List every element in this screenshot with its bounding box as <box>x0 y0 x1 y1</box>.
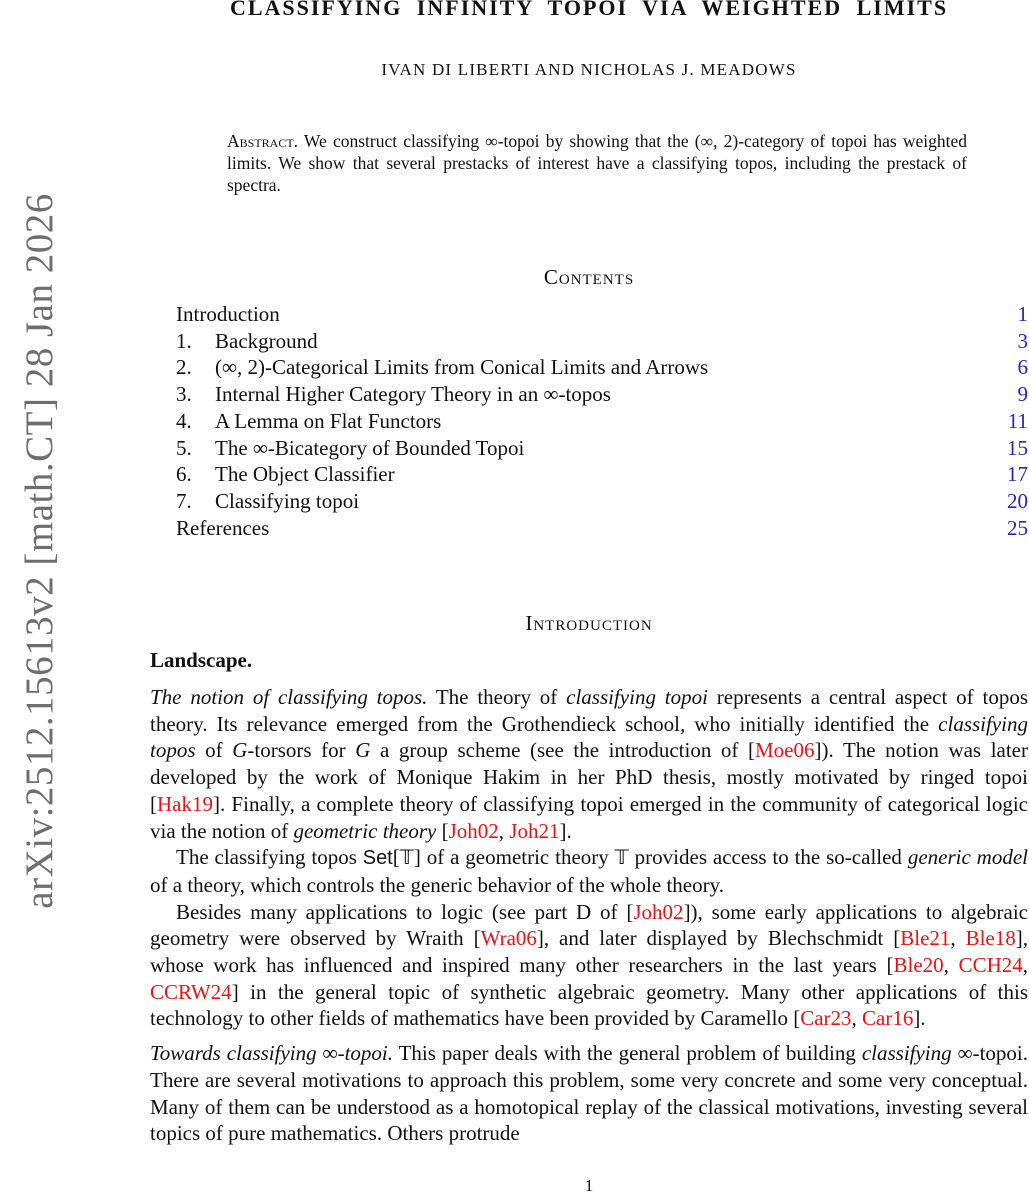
abstract <box>150 130 1028 197</box>
toc-page-link[interactable]: 17 <box>1007 462 1028 487</box>
toc-page-link[interactable]: 25 <box>1007 515 1028 540</box>
toc-entry <box>150 435 1028 462</box>
text-run: ]), some early applications to algebraic geometry were observed by Wraith [ <box>150 899 1028 951</box>
page-content <box>150 0 1028 1200</box>
toc-section-number: 4. <box>176 408 192 433</box>
toc-page-link[interactable]: 15 <box>1007 435 1028 460</box>
citation-link[interactable]: Wra06 <box>480 926 537 951</box>
italic-text: G <box>232 738 248 763</box>
citation-link[interactable]: CCH24 <box>958 953 1023 978</box>
text-run: ] of a geometric theory <box>413 845 615 870</box>
page-number: 1 <box>584 1176 594 1195</box>
text-run: represents a central aspect of topos theory. Its relevance emerged from the Grothendieck school, who initially identified the <box>150 685 1028 736</box>
toc-entry <box>150 328 1028 355</box>
toc-page-link[interactable]: 6 <box>1017 355 1028 380</box>
citation-link[interactable]: Joh02 <box>633 899 684 924</box>
text-run: The theory of <box>427 685 567 709</box>
text-run: of a theory, which controls the generic behavior of the whole theory. <box>150 872 724 897</box>
introduction-heading: Introduction <box>525 611 653 635</box>
text-run: ], whose work has influenced and inspired many other researchers in the last years [ <box>150 926 1028 978</box>
citation-link[interactable]: Joh21 <box>509 818 560 843</box>
text-run: of <box>195 738 233 763</box>
text-run: ]). The notion was later developed by the work of Monique Hakim in her PhD thesis, mostly motivated by ringed topoi [ <box>150 738 1028 816</box>
toc-label: References <box>176 515 270 540</box>
toc-entry <box>150 408 1028 435</box>
introduction-body <box>150 684 1028 1147</box>
toc-label: Internal Higher Category Theory in an ∞-topos <box>215 382 611 407</box>
toc-section-number: 3. <box>176 382 192 407</box>
toc-entry <box>150 515 1028 542</box>
toc-label: The ∞-Bicategory of Bounded Topoi <box>215 435 525 460</box>
blackboard-math-text: 𝕋 <box>614 845 629 870</box>
toc-label: Background <box>215 328 318 353</box>
contents-heading: Contents <box>543 265 635 289</box>
italic-text: The notion of classifying topos. <box>150 685 428 709</box>
toc-section-number: 2. <box>176 355 192 380</box>
text-run: ]. Finally, a complete theory of classifying topoi emerged in the community of categorical logic via the notion of <box>150 791 1028 843</box>
toc-entry <box>150 301 1028 328</box>
italic-text: geometric theory <box>293 818 437 843</box>
text-run: [ <box>436 818 449 843</box>
text-run: [ <box>392 845 400 870</box>
toc-page-link[interactable]: 9 <box>1017 382 1028 407</box>
toc-page-link[interactable]: 20 <box>1007 488 1028 513</box>
text-run: This paper deals with the general problem of building <box>393 1041 862 1066</box>
italic-text: G <box>355 738 371 763</box>
text-run: a group scheme (see the introduction of [ <box>370 738 755 763</box>
toc-page-link[interactable]: 3 <box>1017 328 1028 353</box>
abstract-label: Abstract. <box>227 130 299 151</box>
toc-section-number: 5. <box>176 435 192 460</box>
toc-section-number: 1. <box>176 328 192 353</box>
citation-link[interactable]: Ble20 <box>893 953 944 978</box>
toc-entry <box>150 461 1028 488</box>
paragraph <box>150 844 1028 898</box>
text-run: ∞-topoi. There are several motivations to approach this problem, some very concrete and some very conceptual. Many of them can be understood as a homotopical replay of the classical motivations, investing several topics of pure mathematics. Others protrude <box>150 1041 1029 1146</box>
toc-label: (∞, 2)-Categorical Limits from Conical Limits and Arrows <box>215 355 709 380</box>
toc-entry <box>150 381 1028 408</box>
text-run: , <box>943 953 959 978</box>
citation-link[interactable]: Moe06 <box>755 738 815 763</box>
toc-label: Classifying topoi <box>215 488 360 513</box>
paragraph <box>150 899 1028 1033</box>
authors-line: IVAN DI LIBERTI AND NICHOLAS J. MEADOWS <box>381 60 797 79</box>
toc-entry <box>150 354 1028 381</box>
italic-text: classifying topos <box>150 711 1028 763</box>
arxiv-watermark: arXiv:2512.15613v2 [math.CT] 28 Jan 2026 <box>18 193 61 909</box>
sans-math-text: Set <box>362 847 393 870</box>
toc-label: Introduction <box>176 302 280 326</box>
text-run: ]. <box>559 818 572 843</box>
toc-page-link[interactable]: 11 <box>1007 408 1028 433</box>
paragraph <box>150 1040 1028 1147</box>
paragraph <box>150 684 1028 844</box>
citation-link[interactable]: Ble21 <box>900 926 951 951</box>
toc-label: The Object Classifier <box>215 462 395 487</box>
text-run: ]. <box>913 1006 926 1031</box>
text-run: provides access to the so-called <box>628 845 908 870</box>
text-run: , <box>851 1006 863 1031</box>
landscape-subsection-heading: Landscape. <box>150 648 253 672</box>
italic-text: generic model <box>907 845 1028 870</box>
text-run: ] in the general topic of synthetic algebraic geometry. Many other applications of this technology to other fields of mathematics have been provided by Caramello [ <box>150 979 1028 1031</box>
citation-link[interactable]: Ble18 <box>965 926 1016 951</box>
text-run: , <box>1022 953 1028 978</box>
text-run: -torsors for <box>247 738 356 763</box>
citation-link[interactable]: Car23 <box>800 1006 852 1031</box>
text-run: Besides many applications to logic (see part D of [ <box>176 899 634 924</box>
citation-link[interactable]: Car16 <box>862 1006 914 1031</box>
blackboard-math-text: 𝕋 <box>399 845 414 870</box>
text-run: The classifying topos <box>176 845 363 870</box>
italic-text: classifying topoi <box>566 685 708 709</box>
toc-label: A Lemma on Flat Functors <box>215 408 442 433</box>
text-run: , <box>950 926 966 951</box>
toc-page-link[interactable]: 1 <box>1017 302 1028 326</box>
citation-link[interactable]: CCRW24 <box>150 979 232 1004</box>
text-run: , <box>498 818 510 843</box>
abstract-text: We construct classifying ∞-topoi by showing that the (∞, 2)-category of topoi has weighted limits. We show that several prestacks of interest have a classifying topos, including the prestack of spectra. <box>227 130 967 195</box>
italic-text: classifying <box>861 1041 952 1066</box>
toc-entry <box>150 488 1028 515</box>
citation-link[interactable]: Hak19 <box>157 791 213 816</box>
italic-text: Towards classifying ∞-topoi. <box>150 1041 393 1066</box>
citation-link[interactable]: Joh02 <box>448 818 499 843</box>
toc-section-number: 6. <box>176 462 192 487</box>
text-run: ], and later displayed by Blechschmidt [ <box>536 926 901 951</box>
toc-section-number: 7. <box>176 488 192 513</box>
paper-title: CLASSIFYING INFINITY TOPOI VIA WEIGHTED LIMITS <box>229 0 949 20</box>
table-of-contents <box>150 301 1028 541</box>
